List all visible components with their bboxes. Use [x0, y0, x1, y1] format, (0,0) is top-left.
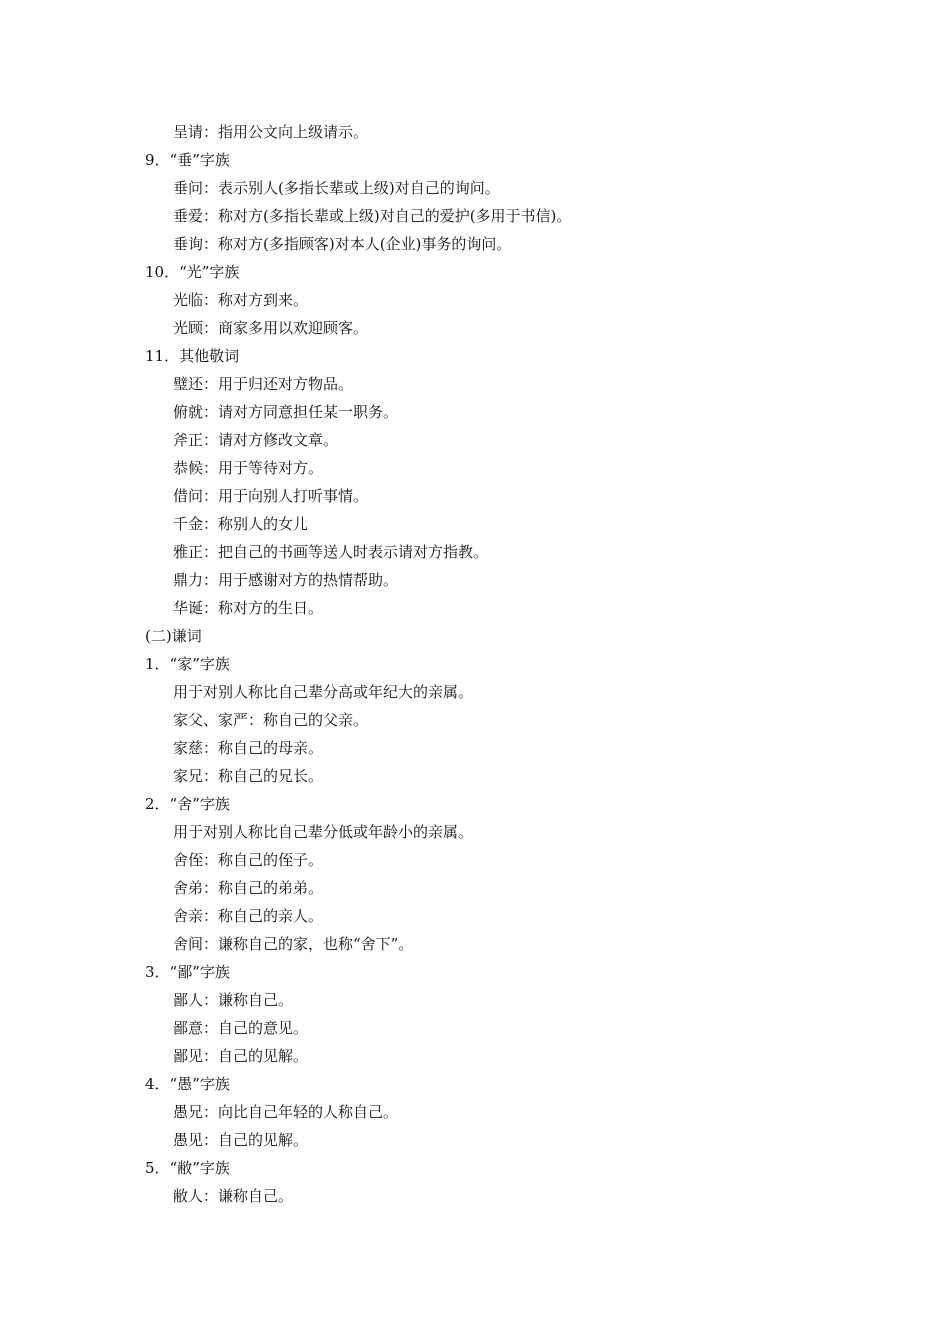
entry-line: 斧正：请对方修改文章。 [173, 431, 339, 449]
section-heading: 4．“愚”字族 [145, 1075, 230, 1093]
entry-line: 华诞：称对方的生日。 [173, 599, 324, 617]
section-heading: 5．“敝”字族 [145, 1159, 230, 1177]
section-heading: 10．“光”字族 [145, 263, 240, 281]
entry-line: 家慈：称自己的母亲。 [173, 739, 324, 757]
entry-line: 借问：用于向别人打听事情。 [173, 487, 369, 505]
entry-line: 俯就：请对方同意担任某一职务。 [173, 403, 399, 421]
document-body [145, 118, 845, 1210]
entry-line: 舍弟：称自己的弟弟。 [173, 879, 324, 897]
section-heading: 11．其他敬词 [145, 347, 240, 365]
entry-line: 愚见：自己的见解。 [173, 1131, 309, 1149]
entry-line: 璧还：用于归还对方物品。 [173, 375, 354, 393]
entry-line: 舍间：谦称自己的家，也称“舍下”。 [173, 935, 414, 953]
entry-line: 敝人：谦称自己。 [173, 1187, 294, 1205]
section-heading: 2．“舍”字族 [145, 795, 230, 813]
entry-line: 鄙见：自己的见解。 [173, 1047, 309, 1065]
entry-line: 垂问：表示别人(多指长辈或上级)对自己的询问。 [173, 179, 500, 197]
section-heading: 1．“家”字族 [145, 655, 230, 673]
entry-line: 愚兄：向比自己年轻的人称自己。 [173, 1103, 399, 1121]
entry-line: 千金：称别人的女儿 [173, 515, 309, 533]
entry-line: 鄙意：自己的意见。 [173, 1019, 309, 1037]
entry-line: 鄙人：谦称自己。 [173, 991, 294, 1009]
entry-line: 家兄：称自己的兄长。 [173, 767, 324, 785]
entry-line: 雅正：把自己的书画等送人时表示请对方指教。 [173, 543, 489, 561]
entry-line: 垂爱：称对方(多指长辈或上级)对自己的爱护(多用于书信)。 [173, 207, 572, 225]
entry-line: 恭候：用于等待对方。 [173, 459, 324, 477]
entry-line: 舍亲：称自己的亲人。 [173, 907, 324, 925]
entry-line: 垂询：称对方(多指顾客)对本人(企业)事务的询问。 [173, 235, 512, 253]
section-heading: 3．“鄙”字族 [145, 963, 230, 981]
entry-line: 光临：称对方到来。 [173, 291, 309, 309]
entry-line: 用于对别人称比自己辈分低或年龄小的亲属。 [173, 823, 474, 841]
entry-line: 舍侄：称自己的侄子。 [173, 851, 324, 869]
entry-line: 鼎力：用于感谢对方的热情帮助。 [173, 571, 399, 589]
entry-line: 光顾：商家多用以欢迎顾客。 [173, 319, 369, 337]
entry-line: 家父、家严：称自己的父亲。 [173, 711, 369, 729]
section-heading: 9．“垂”字族 [145, 151, 230, 169]
entry-line: 呈请：指用公文向上级请示。 [173, 123, 369, 141]
section-heading: (二)谦词 [145, 627, 202, 645]
entry-line: 用于对别人称比自己辈分高或年纪大的亲属。 [173, 683, 474, 701]
